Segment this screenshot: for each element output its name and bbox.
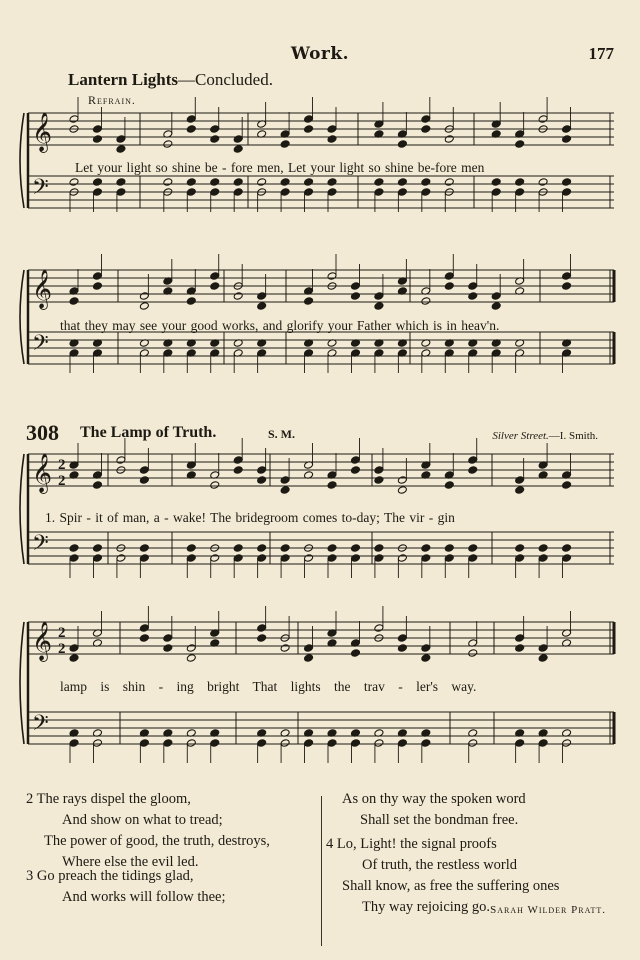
note-head xyxy=(421,188,431,197)
treble-clef-icon: 𝄞 xyxy=(32,112,53,152)
note-head xyxy=(257,292,267,301)
note-head xyxy=(397,554,407,563)
note-head xyxy=(562,178,572,187)
brace xyxy=(20,270,24,364)
note-head xyxy=(562,135,572,144)
note-head xyxy=(374,554,384,563)
note-head xyxy=(444,554,454,563)
note-head xyxy=(468,649,478,658)
stanza-3-cont xyxy=(342,789,526,831)
note-head xyxy=(491,302,501,311)
bass-clef-icon: 𝄢 xyxy=(32,711,49,741)
note-head xyxy=(163,178,173,187)
note-head xyxy=(92,178,102,187)
note-head xyxy=(374,466,384,475)
note-head xyxy=(374,292,384,301)
note-head xyxy=(374,476,384,485)
note-head xyxy=(257,544,267,553)
note-head xyxy=(468,554,478,563)
note-head xyxy=(421,178,431,187)
treble-clef-icon: 𝄞 xyxy=(32,453,53,493)
note-head xyxy=(304,115,314,124)
note-head xyxy=(562,272,572,281)
note-head xyxy=(538,739,548,748)
lyric-text: 1. Spir - it of man, a - wake! The bridegroom comes to-day; The vir - gin xyxy=(45,510,455,525)
note-head xyxy=(210,481,220,490)
note-head xyxy=(515,544,525,553)
brace xyxy=(20,454,24,564)
note-head xyxy=(280,140,290,149)
bass-clef-icon: 𝄢 xyxy=(32,175,49,205)
note-head xyxy=(421,125,431,134)
stanza-line: As on thy way the spoken word xyxy=(342,791,526,807)
note-head xyxy=(397,739,407,748)
note-head xyxy=(186,188,196,197)
note-head xyxy=(139,476,149,485)
note-head xyxy=(92,739,102,748)
note-head xyxy=(233,188,243,197)
stanza-3 xyxy=(26,866,226,908)
note-head xyxy=(327,272,337,281)
note-head xyxy=(350,456,360,465)
note-head xyxy=(92,135,102,144)
note-head xyxy=(444,272,454,281)
stanza-line: And show on what to tread; xyxy=(62,812,223,828)
time-signature: 2 xyxy=(58,473,66,489)
note-head xyxy=(280,188,290,197)
note-head xyxy=(163,644,173,653)
stanza-2 xyxy=(26,789,270,873)
note-head xyxy=(515,188,525,197)
note-head xyxy=(257,476,267,485)
note-head xyxy=(69,297,79,306)
note-head xyxy=(327,544,337,553)
composer: —I. Smith. xyxy=(548,430,598,442)
note-head xyxy=(562,125,572,134)
note-head xyxy=(233,456,243,465)
stanza-line: Shall set the bondman free. xyxy=(360,812,519,828)
note-head xyxy=(186,739,196,748)
note-head xyxy=(92,188,102,197)
lyric-text: Let your light so shine be - fore men, Let your light so shine be-fore men xyxy=(75,160,485,175)
stanza-line: Of truth, the restless world xyxy=(362,857,518,873)
note-head xyxy=(515,739,525,748)
stanza-line: The power of good, the truth, destroys, xyxy=(44,833,270,849)
note-head xyxy=(210,178,220,187)
bass-clef-icon: 𝄢 xyxy=(32,531,49,561)
note-head xyxy=(233,544,243,553)
note-head xyxy=(210,554,220,563)
note-head xyxy=(69,654,79,663)
note-head xyxy=(92,125,102,134)
stanza-line: 2 The rays dispel the gloom, xyxy=(26,791,191,807)
note-head xyxy=(421,297,431,306)
note-head xyxy=(538,644,548,653)
note-head xyxy=(186,654,196,663)
note-head xyxy=(139,292,149,301)
note-head xyxy=(257,178,267,187)
note-head xyxy=(515,476,525,485)
note-head xyxy=(304,188,314,197)
note-head xyxy=(139,302,149,311)
note-head xyxy=(468,292,478,301)
stanza-line: 4 Lo, Light! the signal proofs xyxy=(326,836,497,852)
note-head xyxy=(280,476,290,485)
time-signature: 2 xyxy=(58,457,66,473)
title-rest: —Concluded. xyxy=(178,70,273,89)
note-head xyxy=(92,554,102,563)
note-head xyxy=(562,282,572,291)
note-head xyxy=(163,140,173,149)
stanza-line: And works will follow thee; xyxy=(62,889,226,905)
note-head xyxy=(186,297,196,306)
note-head xyxy=(515,644,525,653)
note-head xyxy=(491,178,501,187)
note-head xyxy=(397,140,407,149)
time-signature: 2 xyxy=(58,641,66,657)
note-head xyxy=(139,554,149,563)
note-head xyxy=(562,188,572,197)
note-head xyxy=(304,297,314,306)
note-head xyxy=(327,481,337,490)
note-head xyxy=(515,140,525,149)
note-head xyxy=(280,554,290,563)
note-head xyxy=(374,739,384,748)
tune-name: Silver Street. xyxy=(492,430,549,442)
note-head xyxy=(468,466,478,475)
note-head xyxy=(327,554,337,563)
note-head xyxy=(92,481,102,490)
note-head xyxy=(116,145,126,154)
note-head xyxy=(562,554,572,563)
note-head xyxy=(233,554,243,563)
note-head xyxy=(468,282,478,291)
note-head xyxy=(468,544,478,553)
time-signature: 2 xyxy=(58,625,66,641)
note-head xyxy=(421,654,431,663)
note-head xyxy=(210,135,220,144)
note-head xyxy=(538,115,548,124)
note-head xyxy=(163,739,173,748)
page-number: 177 xyxy=(588,44,614,63)
note-head xyxy=(491,188,501,197)
note-head xyxy=(304,125,314,134)
note-head xyxy=(491,292,501,301)
note-head xyxy=(186,125,196,134)
title-bold: Lantern Lights xyxy=(68,70,179,89)
note-head xyxy=(515,486,525,495)
note-head xyxy=(397,188,407,197)
note-head xyxy=(538,544,548,553)
note-head xyxy=(538,554,548,563)
refrain-label: Refrain. xyxy=(88,93,136,107)
note-head xyxy=(210,282,220,291)
note-head xyxy=(257,554,267,563)
note-head xyxy=(186,644,196,653)
note-head xyxy=(421,739,431,748)
note-head xyxy=(280,739,290,748)
note-head xyxy=(421,115,431,124)
note-head xyxy=(139,544,149,553)
note-head xyxy=(421,644,431,653)
note-head xyxy=(350,282,360,291)
note-head xyxy=(116,178,126,187)
note-head xyxy=(562,739,572,748)
note-head xyxy=(92,282,102,291)
treble-clef-icon: 𝄞 xyxy=(32,621,53,661)
note-head xyxy=(374,188,384,197)
note-head xyxy=(69,739,79,748)
note-head xyxy=(444,282,454,291)
note-head xyxy=(397,178,407,187)
note-head xyxy=(69,554,79,563)
tune-credit xyxy=(492,430,598,442)
note-head xyxy=(327,739,337,748)
note-head xyxy=(69,544,79,553)
note-head xyxy=(210,125,220,134)
lyric-text: that they may see your good works, and glorify your Father which is in heav'n. xyxy=(60,318,500,333)
note-head xyxy=(397,476,407,485)
note-head xyxy=(233,178,243,187)
note-head xyxy=(350,649,360,658)
note-head xyxy=(421,554,431,563)
stanza-line: Thy way rejoicing go. xyxy=(362,899,491,915)
note-head xyxy=(374,544,384,553)
note-head xyxy=(257,624,267,633)
note-head xyxy=(69,178,79,187)
note-head xyxy=(139,624,149,633)
note-head xyxy=(186,178,196,187)
brace xyxy=(20,622,24,744)
note-head xyxy=(304,178,314,187)
treble-clef-icon: 𝄞 xyxy=(32,269,53,309)
bass-clef-icon: 𝄢 xyxy=(32,331,49,361)
note-head xyxy=(139,739,149,748)
note-head xyxy=(210,739,220,748)
note-head xyxy=(444,544,454,553)
note-head xyxy=(69,115,79,124)
note-head xyxy=(538,654,548,663)
note-head xyxy=(350,739,360,748)
note-head xyxy=(304,739,314,748)
note-head xyxy=(374,178,384,187)
note-head xyxy=(116,135,126,144)
note-head xyxy=(139,634,149,643)
note-head xyxy=(257,739,267,748)
note-head xyxy=(257,634,267,643)
note-head xyxy=(374,624,384,633)
note-head xyxy=(444,178,454,187)
note-head xyxy=(116,456,126,465)
note-head xyxy=(515,178,525,187)
note-head xyxy=(350,292,360,301)
note-head xyxy=(397,634,407,643)
note-head xyxy=(116,188,126,197)
note-head xyxy=(69,644,79,653)
note-head xyxy=(257,302,267,311)
stanza-line: 3 Go preach the tidings glad, xyxy=(26,868,194,884)
note-head xyxy=(139,466,149,475)
note-head xyxy=(350,554,360,563)
lyric-text: lamp is shin - ing bright That lights the trav - ler's way. xyxy=(60,679,477,694)
note-head xyxy=(304,554,314,563)
note-head xyxy=(233,135,243,144)
hymn-title: The Lamp of Truth. xyxy=(80,424,217,441)
note-head xyxy=(562,544,572,553)
note-head xyxy=(562,481,572,490)
note-head xyxy=(538,178,548,187)
note-head xyxy=(350,544,360,553)
note-head xyxy=(421,544,431,553)
note-head xyxy=(92,544,102,553)
note-head xyxy=(374,302,384,311)
note-head xyxy=(350,466,360,475)
note-head xyxy=(210,272,220,281)
note-head xyxy=(163,634,173,643)
note-head xyxy=(397,486,407,495)
note-head xyxy=(280,178,290,187)
note-head xyxy=(327,135,337,144)
note-head xyxy=(304,654,314,663)
note-head xyxy=(327,188,337,197)
note-head xyxy=(468,456,478,465)
note-head xyxy=(210,188,220,197)
column-divider xyxy=(321,796,322,946)
note-head xyxy=(397,644,407,653)
note-head xyxy=(515,634,525,643)
stanza-line: Where else the evil led. xyxy=(62,854,199,870)
note-head xyxy=(515,554,525,563)
running-title: Work. xyxy=(290,44,350,64)
note-head xyxy=(280,486,290,495)
note-head xyxy=(280,544,290,553)
note-head xyxy=(233,145,243,154)
author-credit: Sarah Wilder Pratt. xyxy=(490,904,606,916)
note-head xyxy=(186,544,196,553)
hymn-number: 308 xyxy=(26,420,59,445)
note-head xyxy=(233,292,243,301)
note-head xyxy=(233,466,243,475)
note-head xyxy=(327,125,337,134)
note-head xyxy=(186,554,196,563)
note-head xyxy=(444,481,454,490)
note-head xyxy=(92,272,102,281)
note-head xyxy=(304,644,314,653)
hymn-meter: S. M. xyxy=(268,427,295,441)
note-head xyxy=(116,554,126,563)
note-head xyxy=(327,178,337,187)
brace xyxy=(20,113,24,208)
note-head xyxy=(280,644,290,653)
stanza-line: Shall know, as free the suffering ones xyxy=(342,878,560,894)
note-head xyxy=(444,135,454,144)
note-head xyxy=(468,739,478,748)
note-head xyxy=(257,466,267,475)
note-head xyxy=(186,115,196,124)
